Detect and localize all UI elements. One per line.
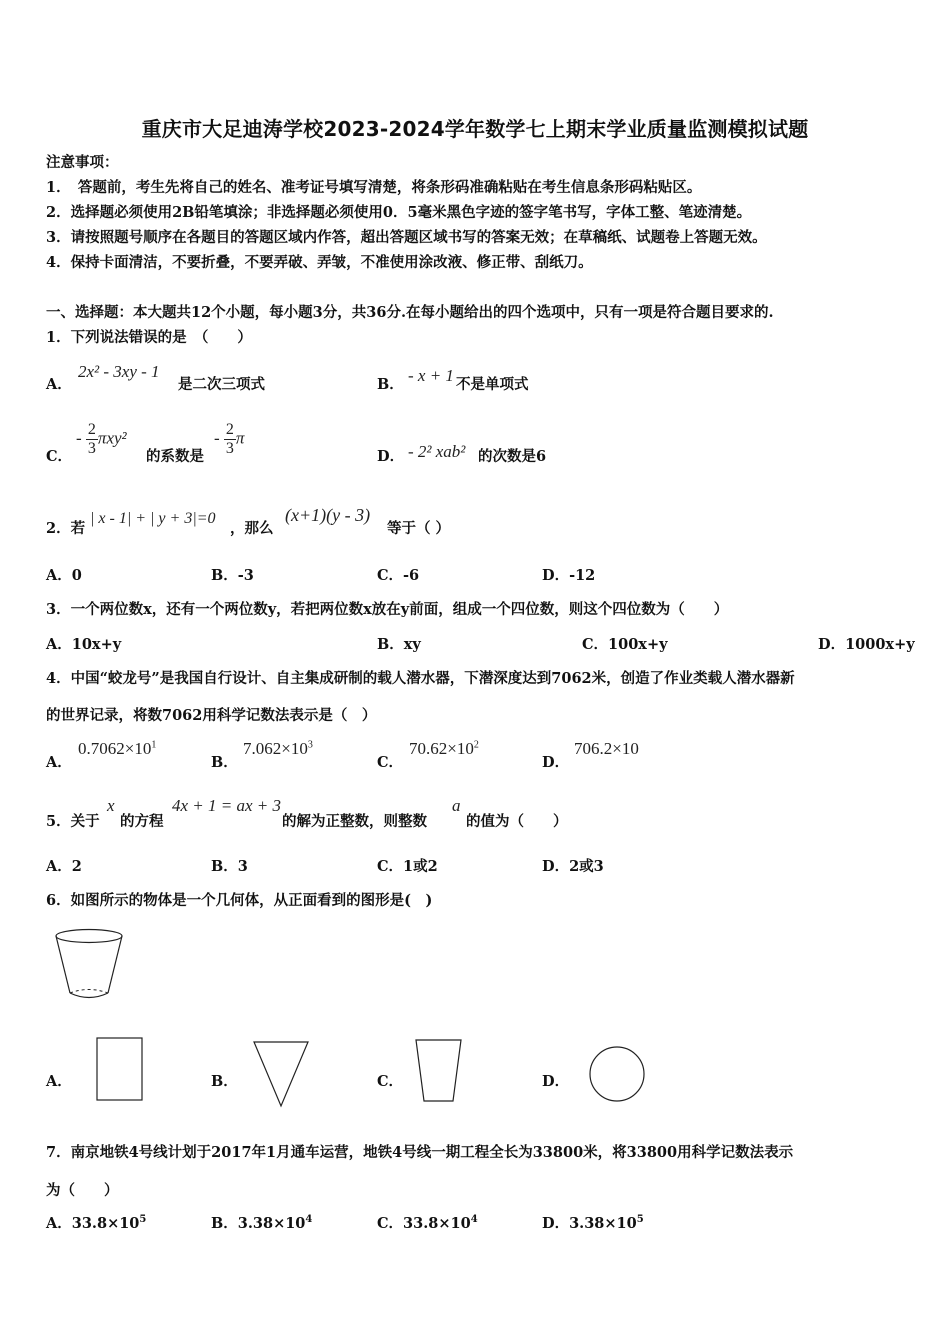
q5-equation-math: 4x + 1 = ax + 3 [172,796,282,815]
q4-option-c-label: C． [377,754,404,771]
q1-option-a-text: 是二次三项式 [178,376,265,393]
q4-option-a-label: A． [46,754,72,771]
q3-option-b: B．xy [377,636,421,653]
question-1-stem: 1．下列说法错误的是 （ ） [46,329,252,346]
q1-option-d-label: D． [377,448,405,465]
q7-option-c: C．$33.8\times 10^4$ [377,1214,478,1232]
q1-option-d-math: - 2² xab² [408,442,466,461]
q2-condition-math: | x - 1| + | y + 3|=0 [90,510,216,527]
notice-item-2: 2．选择题必须使用2B铅笔填涂；非选择题必须使用0．5毫米黑色字迹的签字笔书写，字体工整、笔迹清楚。 [46,204,752,221]
q6-option-d-circle [588,1045,646,1103]
page-title: 重庆市大足迪涛学校2023-2024学年数学七上期末学业质量监测模拟试题 [141,117,809,141]
q4-option-b-math: $7.062\times 10^3$ [243,739,313,758]
q7-option-a: A．$33.8\times 10^5$ [46,1214,147,1232]
q1-option-b-label: B． [377,376,404,393]
q1-option-c-text: 的系数是 [146,448,204,465]
q2-option-c: C．-6 [377,567,420,584]
q4-option-c-math: $70.62\times 10^2$ [409,739,479,758]
q2-stem-mid: ，那么 [230,520,274,537]
notice-item-4: 4．保持卡面清洁，不要折叠，不要弄破、弄皱，不准使用涂改液、修正带、刮纸刀。 [46,254,593,271]
q5-stem-prefix: 5．关于 [46,813,100,830]
q6-option-c-label: C． [377,1073,404,1090]
q2-option-d: D．-12 [542,567,596,584]
q2-expression-math: (x+1)(y - 3) [285,505,371,525]
q3-option-c: C．100x+y [582,636,668,653]
q7-option-b: B．$3.38\times 10^4$ [211,1214,313,1232]
q6-option-a-rectangle [96,1037,144,1103]
q1-option-b-text: 不是单项式 [456,376,529,393]
q5-var-x: x [107,796,115,815]
q1-option-d-text: 的次数是6 [478,448,547,465]
question-7-stem-line2: 为（ ） [46,1182,119,1199]
q4-option-d-math: 706.2×10 [574,739,639,758]
q1-option-c-label: C． [46,448,73,465]
q4-option-a-math: $0.7062\times 10^1$ [78,739,157,758]
q4-option-b-label: B． [211,754,238,771]
q5-option-a: A．2 [46,858,82,875]
q2-stem-suffix: 等于（ ） [387,520,451,537]
q5-option-b: B．3 [211,858,248,875]
section-heading: 一、选择题：本大题共12个小题，每小题3分，共36分.在每小题给出的四个选项中，只有一项是符合题目要求的. [46,304,774,321]
q1-c-fraction: $\frac{2}{3}$ [87,421,96,457]
q5-stem-suffix: 的值为（ ） [466,813,568,830]
q2-option-b: B．-3 [211,567,254,584]
q5-stem-mid1: 的方程 [120,813,164,830]
q6-option-a-label: A． [46,1073,72,1090]
q5-option-d: D．2或3 [542,858,604,875]
q5-var-a: a [452,796,461,815]
q1-option-a-label: A． [46,376,72,393]
q1-option-c-math: - $\frac{2}{3}$ πxy² [76,421,127,457]
question-6-stem: 6．如图所示的物体是一个几何体，从正面看到的图形是( ) [46,892,433,909]
q5-option-c: C．1或2 [377,858,438,875]
q7-option-d: D．$3.38\times 10^5$ [542,1214,644,1232]
q4-option-d-label: D． [542,754,570,771]
q3-option-a: A．10x+y [46,636,122,653]
q1-option-c-math2: - $\frac{2}{3}$ π [214,421,245,457]
q6-option-b-label: B． [211,1073,238,1090]
q5-stem-mid2: 的解为正整数，则整数 [282,813,427,830]
question-4-stem-line2: 的世界记录，将数7062用科学记数法表示是（ ） [46,707,377,724]
question-7-stem-line1: 7．南京地铁4号线计划于2017年1月通车运营，地铁4号线一期工程全长为33800米，将33800用科学记数法表示 [46,1144,794,1161]
q6-option-b-inverted-triangle [252,1040,310,1108]
frustum-cup-figure [52,926,130,1004]
notice-heading: 注意事项： [46,154,119,171]
q1-c-fraction2: $\frac{2}{3}$ [225,421,234,457]
q2-option-a: A．0 [46,567,82,584]
question-4-stem-line1: 4．中国“蛟龙号”是我国自行设计、自主集成研制的载人潜水器，下潜深度达到7062米，创造了作业类载人潜水器新 [46,670,795,687]
q1-option-b-math: - x + 1 [408,366,454,385]
question-3-stem: 3．一个两位数x，还有一个两位数y，若把两位数x放在y前面，组成一个四位数，则这个四位数为（ ） [46,601,729,618]
q6-option-d-label: D． [542,1073,570,1090]
q3-option-d: D．1000x+y [818,636,915,653]
q6-option-c-trapezoid [414,1038,464,1104]
q1-option-a-math: 2x² - 3xy - 1 [78,362,160,381]
q2-stem-prefix: 2．若 [46,520,86,537]
notice-item-1: 1． 答题前，考生先将自己的姓名、准考证号填写清楚，将条形码准确粘贴在考生信息条形码粘贴区。 [46,179,702,196]
notice-item-3: 3．请按照题号顺序在各题目的答题区域内作答，超出答题区域书写的答案无效；在草稿纸、试题卷上答题无效。 [46,229,767,246]
